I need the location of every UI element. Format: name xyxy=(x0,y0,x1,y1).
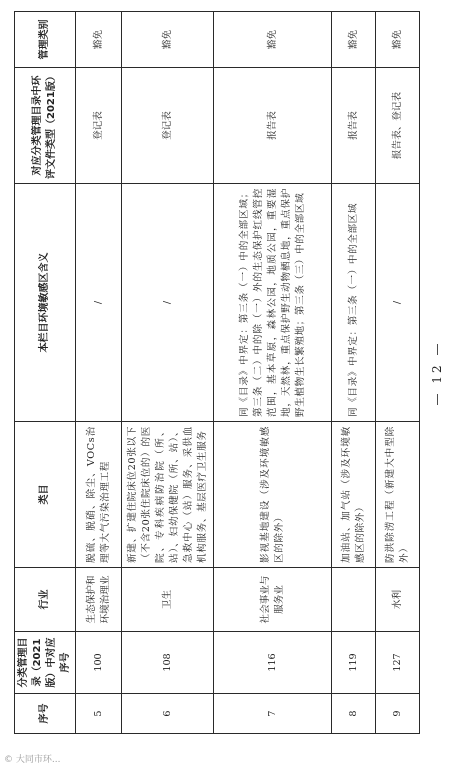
cell-code: 119 xyxy=(332,632,376,694)
cell-mgmt: 豁免 xyxy=(122,12,214,68)
cell-mgmt: 豁免 xyxy=(332,12,376,68)
header-meaning: 本栏目环境敏感区含义 xyxy=(15,184,76,422)
cell-code: 108 xyxy=(122,632,214,694)
page-number: — 12 — xyxy=(430,340,444,406)
cell-meaning: 同《目录》中界定：第三条（一）中的全部区域 xyxy=(332,184,376,422)
cell-seq: 7 xyxy=(214,694,332,734)
table-row xyxy=(76,12,122,734)
cell-mgmt: 豁免 xyxy=(214,12,332,68)
cell-code: 116 xyxy=(214,632,332,694)
table-row xyxy=(332,12,376,734)
classification-table xyxy=(14,11,420,734)
cell-seq: 9 xyxy=(376,694,420,734)
watermark: © 大同市环... xyxy=(4,755,61,765)
cell-mgmt: 豁免 xyxy=(76,12,122,68)
cell-industry: 生态保护和环境治理业 xyxy=(76,568,122,632)
table-row xyxy=(376,12,420,734)
header-eia-type: 对应分类管理目录中环评文件类型（2021版） xyxy=(15,68,76,184)
header-mgmt: 管理类别 xyxy=(15,12,76,68)
cell-industry: 社会事业与服务业 xyxy=(214,568,332,632)
cell-eia-type: 报告表 xyxy=(332,68,376,184)
cell-mgmt: 豁免 xyxy=(376,12,420,68)
cell-seq: 8 xyxy=(332,694,376,734)
cell-meaning: / xyxy=(122,184,214,422)
cell-category: 防洪除涝工程（新建大中型除外） xyxy=(376,422,420,568)
cell-industry: 卫生 xyxy=(122,568,214,632)
cell-industry xyxy=(332,568,376,632)
cell-category: 新建、扩建住院床位20张以下（不含20张住院床位的）的医院、专科疾病防治院（所、站）、妇幼保健院（所、站）、急救中心（站）服务、采供血机构服务、基层医疗卫生服务 xyxy=(122,422,214,568)
cell-category: 脱硫、脱硝、除尘、VOCs治理等大气污染治理工程 xyxy=(76,422,122,568)
cell-seq: 6 xyxy=(122,694,214,734)
cell-eia-type: 登记表 xyxy=(76,68,122,184)
cell-meaning: / xyxy=(76,184,122,422)
cell-category: 加油站、加气站（涉及环境敏感区的除外） xyxy=(332,422,376,568)
cell-code: 127 xyxy=(376,632,420,694)
header-category: 类目 xyxy=(15,422,76,568)
cell-eia-type: 报告表、登记表 xyxy=(376,68,420,184)
cell-meaning: / xyxy=(376,184,420,422)
cell-eia-type: 登记表 xyxy=(122,68,214,184)
header-seq: 序号 xyxy=(15,694,76,734)
cell-eia-type: 报告表 xyxy=(214,68,332,184)
cell-meaning: 同《目录》中界定：第三条（一）中的全部区域；第三条（二）中的除（一）外的生态保护红线管控范围，基本草原，森林公园，地质公园，重要湿地，天然林，重点保护野生动物栖息地，重点保护野生植物生长繁殖地；第三条（三）中的全部区域 xyxy=(214,184,332,422)
cell-code: 100 xyxy=(76,632,122,694)
header-industry: 行业 xyxy=(15,568,76,632)
table-row xyxy=(214,12,332,734)
cell-seq: 5 xyxy=(76,694,122,734)
table-row xyxy=(122,12,214,734)
cell-industry: 水利 xyxy=(376,568,420,632)
cell-category: 影视基地建设（涉及环境敏感区的除外） xyxy=(214,422,332,568)
header-code: 分类管理目录（2021版）中对应序号 xyxy=(15,632,76,694)
header-row xyxy=(15,12,76,734)
